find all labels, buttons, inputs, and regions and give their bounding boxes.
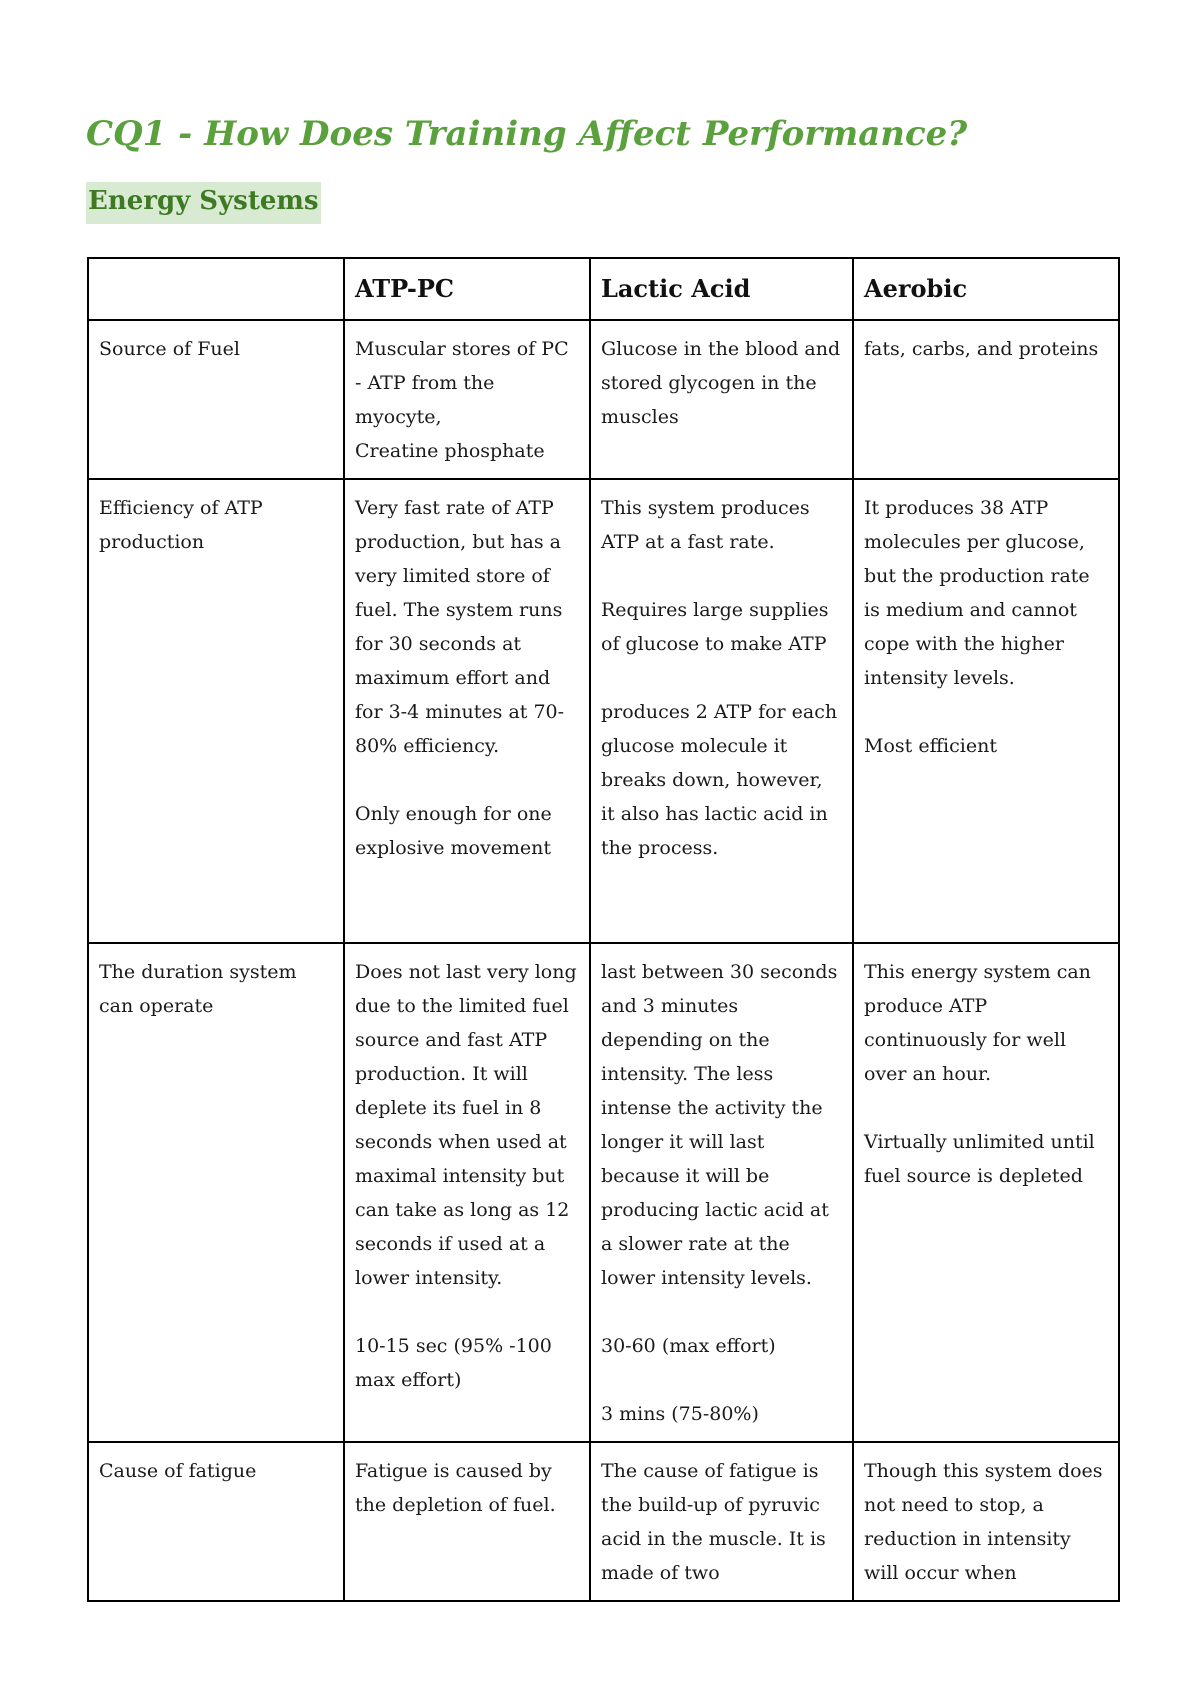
cell-lactic-acid: This system produces ATP at a fast rate. Requires large supplies of glucose to make ATP produces 2 ATP for each glucose molecule it breaks down, however, it also has lactic acid in the process.: [590, 479, 853, 943]
header-cell-aerobic: Aerobic: [853, 258, 1119, 320]
row-label: Efficiency of ATP production: [88, 479, 344, 943]
energy-systems-table: [87, 257, 1120, 1602]
row-label: The duration system can operate: [88, 943, 344, 1442]
header-cell-blank: [88, 258, 344, 320]
header-cell-lactic-acid: Lactic Acid: [590, 258, 853, 320]
cell-lactic-acid: last between 30 seconds and 3 minutes depending on the intensity. The less intense the activity the longer it will last because it will be producing lactic acid at a slower rate at the lower intensity levels. 30-60 (max effort) 3 mins (75-80%): [590, 943, 853, 1442]
cell-atp-pc: Fatigue is caused by the depletion of fuel.: [344, 1442, 590, 1601]
cell-aerobic: Though this system does not need to stop, a reduction in intensity will occur when: [853, 1442, 1119, 1601]
cell-lactic-acid: Glucose in the blood and stored glycogen in the muscles: [590, 320, 853, 479]
cell-atp-pc: Does not last very long due to the limited fuel source and fast ATP production. It will deplete its fuel in 8 seconds when used at maximal intensity but can take as long as 12 seconds if used at a lower intensity. 10-15 sec (95% -100 max effort): [344, 943, 590, 1442]
table-row: [88, 479, 1119, 943]
table-row: [88, 320, 1119, 479]
cell-atp-pc: Muscular stores of PC - ATP from the myocyte, Creatine phosphate: [344, 320, 590, 479]
row-label: Cause of fatigue: [88, 1442, 344, 1601]
cell-aerobic: fats, carbs, and proteins: [853, 320, 1119, 479]
cell-lactic-acid: The cause of fatigue is the build-up of pyruvic acid in the muscle. It is made of two: [590, 1442, 853, 1601]
table-header-row: [88, 258, 1119, 320]
cell-atp-pc: Very fast rate of ATP production, but has a very limited store of fuel. The system runs for 30 seconds at maximum effort and for 3-4 minutes at 70-80% efficiency. Only enough for one explosive movement: [344, 479, 590, 943]
header-cell-atp-pc: ATP-PC: [344, 258, 590, 320]
row-label: Source of Fuel: [88, 320, 344, 479]
cell-aerobic: It produces 38 ATP molecules per glucose, but the production rate is medium and cannot cope with the higher intensity levels. Most efficient: [853, 479, 1119, 943]
page-title: CQ1 - How Does Training Affect Performance?: [86, 114, 968, 154]
table-row: [88, 943, 1119, 1442]
section-heading: Energy Systems: [86, 182, 321, 224]
cell-aerobic: This energy system can produce ATP continuously for well over an hour. Virtually unlimited until fuel source is depleted: [853, 943, 1119, 1442]
table-row: [88, 1442, 1119, 1601]
